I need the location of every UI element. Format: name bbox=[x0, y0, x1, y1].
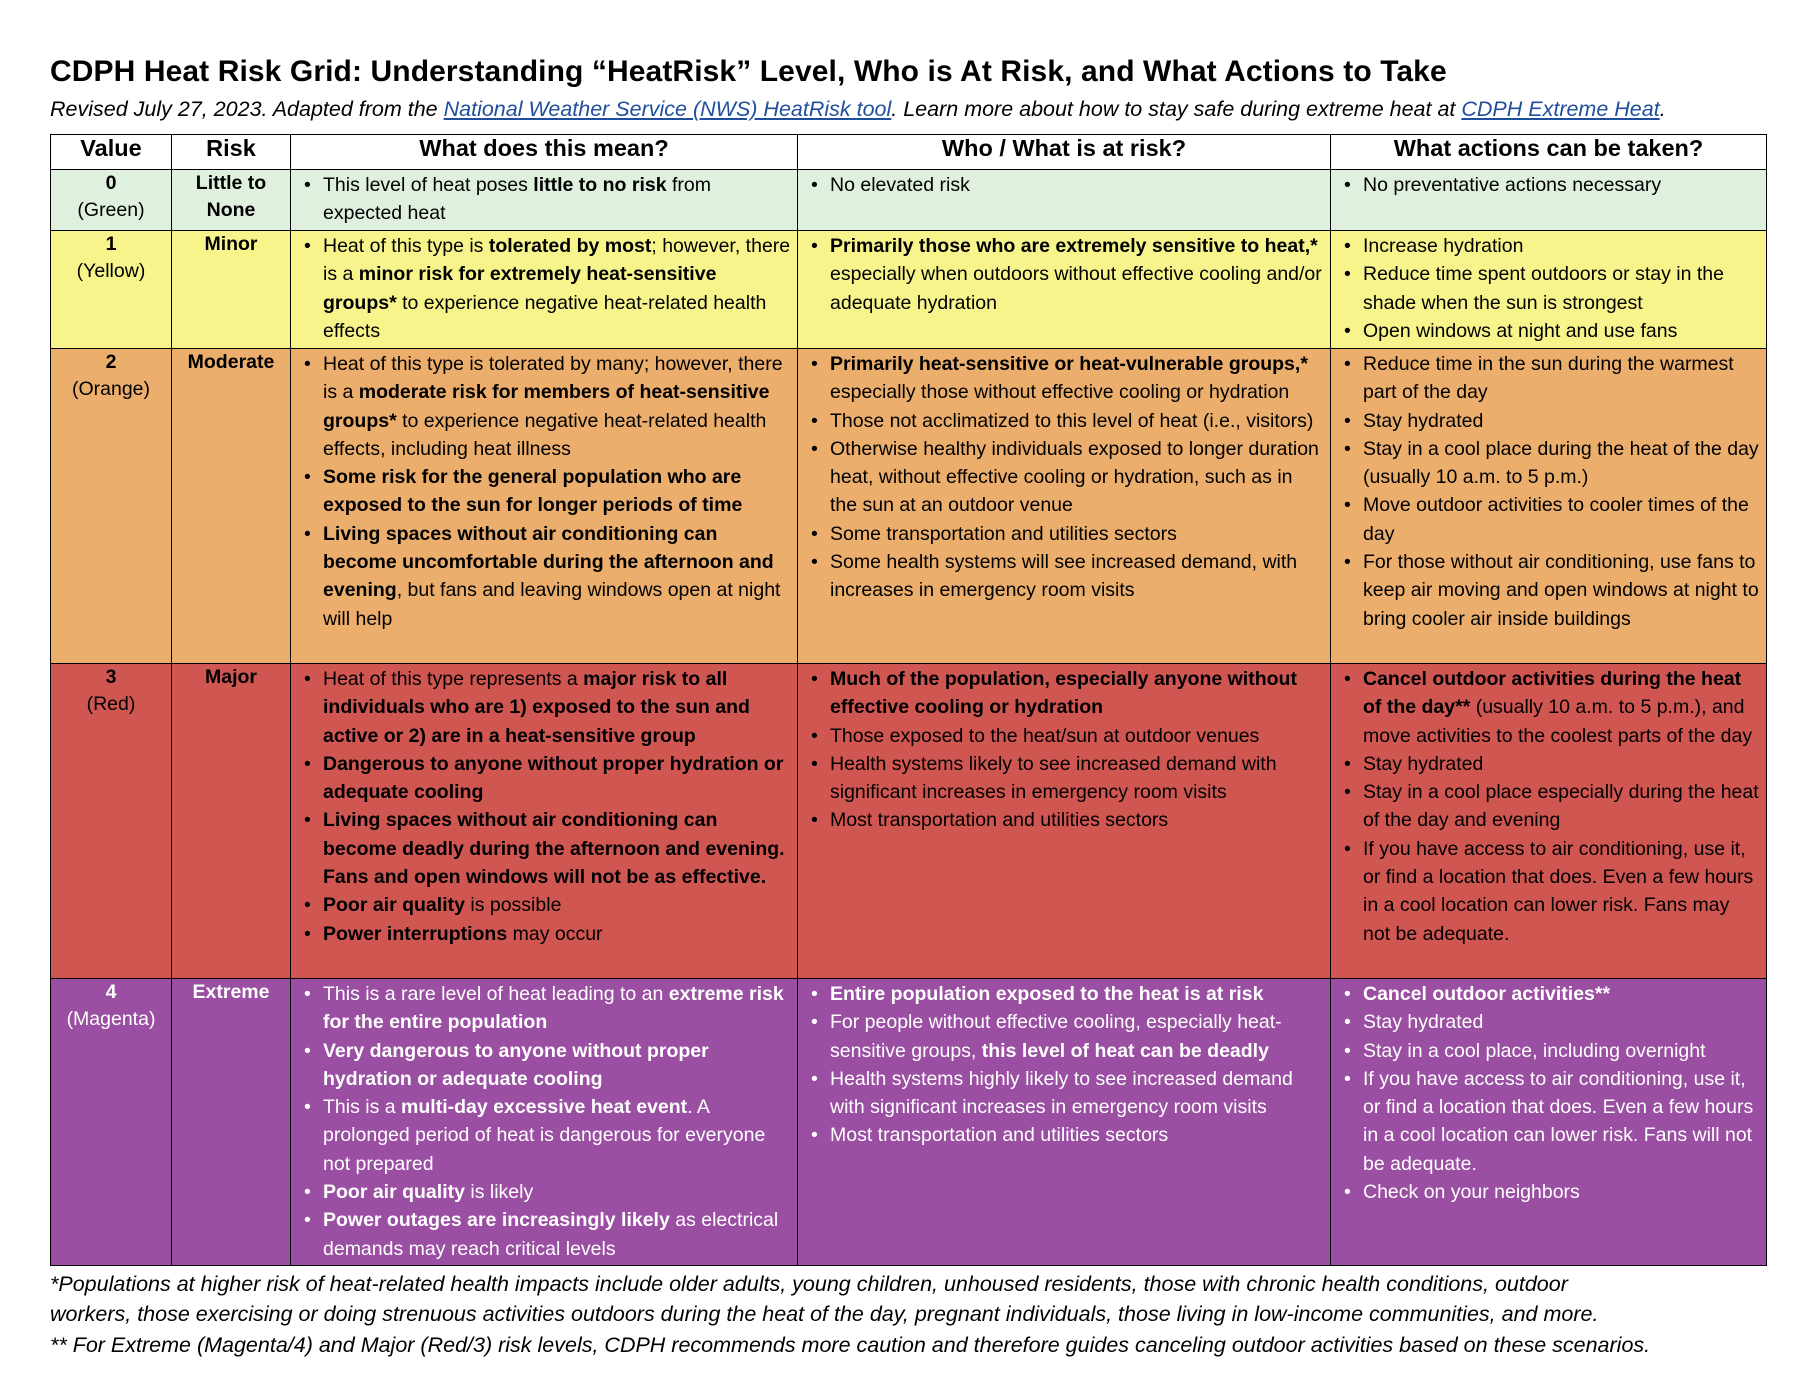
bullet-item bbox=[1341, 750, 1760, 778]
bullet-bold-text: extreme risk for the entire population bbox=[323, 983, 784, 1034]
bullet-text: No elevated risk bbox=[830, 174, 970, 196]
bullet-bold-text: multi-day excessive heat event bbox=[401, 1096, 688, 1119]
bullet-bold-text: Poor air quality bbox=[323, 1181, 465, 1204]
bullet-text: For people without effective cooling, especially heat-sensitive groups, bbox=[830, 1011, 1282, 1062]
bullet-text: Health systems likely to see increased demand with significant increases in emergency room visits bbox=[830, 752, 1277, 804]
bullet-list bbox=[301, 171, 791, 228]
bullet-item bbox=[1341, 171, 1760, 199]
bullet-item bbox=[301, 665, 791, 750]
risk-cell bbox=[172, 979, 291, 1266]
level-number: 3 bbox=[105, 666, 117, 688]
bullet-item bbox=[808, 350, 1324, 407]
meaning-cell bbox=[291, 349, 798, 664]
table-body bbox=[51, 170, 1767, 1266]
level-color-name: (Yellow) bbox=[76, 260, 146, 282]
bullet-item bbox=[1341, 1037, 1760, 1065]
bullet-item bbox=[808, 722, 1324, 750]
bullet-item bbox=[1341, 980, 1760, 1008]
bullet-text: especially those without effective cooling or hydration bbox=[830, 381, 1290, 404]
actions-cell bbox=[1331, 170, 1767, 231]
bullet-list bbox=[808, 980, 1324, 1150]
bullet-item bbox=[808, 980, 1324, 1008]
bullet-text: Increase hydration bbox=[1363, 235, 1524, 257]
bullet-bold-text: moderate risk for members of heat-sensitive groups* bbox=[323, 381, 770, 432]
actions-cell bbox=[1331, 231, 1767, 349]
nws-heatrisk-link[interactable]: National Weather Service (NWS) HeatRisk tool bbox=[443, 97, 892, 121]
bullet-item bbox=[301, 920, 791, 948]
bullet-list bbox=[1341, 232, 1760, 345]
bullet-item bbox=[301, 806, 791, 891]
bullet-item bbox=[1341, 232, 1760, 260]
bullet-bold-text: Some risk for the general population who are exposed to the sun for longer periods of time bbox=[323, 466, 743, 517]
subtitle-text-3: . bbox=[1659, 97, 1666, 121]
risk-label-line-2: None bbox=[206, 199, 256, 221]
bullet-text: Stay hydrated bbox=[1363, 752, 1484, 775]
bullet-text: If you have access to air conditioning, use it, or find a location that does. Even a few hours in a cool location can lower risk. Fans will not be adequate. bbox=[1363, 1067, 1754, 1175]
bullet-text: is possible bbox=[464, 894, 562, 917]
bullet-item bbox=[808, 435, 1324, 520]
bullet-item bbox=[301, 350, 791, 463]
bullet-list bbox=[1341, 350, 1760, 633]
bullet-item bbox=[301, 980, 791, 1037]
bullet-bold-text: Power interruptions bbox=[323, 922, 508, 945]
level-color-name: (Red) bbox=[86, 693, 136, 715]
bullet-bold-text: major risk to all individuals who are 1) exposed to the sun and active or 2) are in a heat-sensitive group bbox=[323, 668, 750, 747]
who-at-risk-cell bbox=[798, 349, 1331, 664]
bullet-list bbox=[301, 980, 791, 1263]
bullet-bold-text: Primarily heat-sensitive or heat-vulnerable groups,* bbox=[830, 353, 1308, 375]
bullet-text: This is a bbox=[323, 1096, 402, 1119]
risk-label: Little to bbox=[195, 172, 267, 194]
bullet-item bbox=[808, 1065, 1324, 1122]
subtitle bbox=[50, 94, 1766, 124]
bullet-text: Heat of this type is bbox=[323, 235, 489, 257]
bullet-item bbox=[808, 171, 1324, 199]
risk-cell bbox=[172, 231, 291, 349]
bullet-item bbox=[1341, 491, 1760, 548]
bullet-list bbox=[808, 232, 1324, 317]
bullet-list bbox=[808, 665, 1324, 835]
bullet-item bbox=[808, 520, 1324, 548]
level-color-name: (Orange) bbox=[71, 378, 151, 400]
bullet-item bbox=[301, 1093, 791, 1178]
bullet-bold-text: Primarily those who are extremely sensitive to heat,* bbox=[830, 235, 1318, 257]
bullet-bold-text: Power outages are increasingly likely bbox=[323, 1209, 670, 1232]
bullet-text: Stay in a cool place during the heat of the day (usually 10 a.m. to 5 p.m.) bbox=[1363, 437, 1759, 489]
bullet-bold-text: minor risk for extremely heat-sensitive groups* bbox=[323, 263, 717, 314]
header-value: Value bbox=[51, 135, 172, 170]
bullet-bold-text: Living spaces without air conditioning can become uncomfortable during the afternoon and evening bbox=[323, 522, 774, 602]
bullet-text: may occur bbox=[507, 922, 603, 945]
risk-label: Moderate bbox=[187, 351, 275, 373]
bullet-text: ; however, there is a bbox=[323, 235, 791, 286]
risk-label: Major bbox=[204, 666, 257, 688]
meaning-cell bbox=[291, 231, 798, 349]
value-cell bbox=[51, 170, 172, 231]
bullet-bold-text: tolerated by most bbox=[488, 235, 652, 257]
value-cell bbox=[51, 231, 172, 349]
subtitle-text-1: Revised July 27, 2023. Adapted from the bbox=[50, 97, 444, 121]
bullet-item bbox=[1341, 665, 1760, 750]
bullet-text: Stay hydrated bbox=[1363, 409, 1484, 432]
bullet-text: Stay in a cool place, including overnight bbox=[1363, 1039, 1706, 1062]
level-color-name: (Green) bbox=[77, 199, 145, 221]
bullet-item bbox=[1341, 548, 1760, 633]
bullet-item bbox=[808, 806, 1324, 834]
subtitle-text-2: . Learn more about how to stay safe during extreme heat at bbox=[891, 97, 1462, 121]
bullet-text: This level of heat poses bbox=[323, 174, 534, 196]
bullet-bold-text: little to no risk bbox=[533, 174, 667, 196]
actions-cell bbox=[1331, 349, 1767, 664]
bullet-text: , but fans and leaving windows open at night will help bbox=[323, 579, 781, 630]
bullet-text: to experience negative heat-related health effects bbox=[323, 291, 767, 342]
bullet-item bbox=[808, 232, 1324, 317]
bullet-item bbox=[808, 665, 1324, 722]
footnote-line-1: *Populations at higher risk of heat-related health impacts include older adults, young children, unhoused residents, those with chronic health conditions, outdoor bbox=[50, 1271, 1568, 1296]
bullet-item bbox=[301, 232, 791, 345]
bullet-text: Reduce time spent outdoors or stay in the shade when the sun is strongest bbox=[1363, 263, 1724, 314]
who-at-risk-cell bbox=[798, 664, 1331, 979]
level-number: 1 bbox=[105, 233, 117, 255]
bullet-item bbox=[808, 407, 1324, 435]
bullet-item bbox=[1341, 778, 1760, 835]
bullet-bold-text: Living spaces without air conditioning can become deadly during the afternoon and evening. Fans and open windows will not be as effective. bbox=[323, 809, 785, 889]
bullet-text: Some health systems will see increased demand, with increases in emergency room visits bbox=[830, 551, 1298, 602]
bullet-item bbox=[808, 548, 1324, 605]
bullet-text: Most transportation and utilities sectors bbox=[830, 1124, 1169, 1147]
bullet-item bbox=[301, 171, 791, 228]
bullet-text: Reduce time in the sun during the warmest part of the day bbox=[1363, 353, 1734, 404]
level-color-name: (Magenta) bbox=[66, 1008, 156, 1030]
bullet-item bbox=[301, 750, 791, 807]
bullet-text: No preventative actions necessary bbox=[1363, 174, 1662, 196]
level-number: 4 bbox=[105, 981, 117, 1003]
footnotes bbox=[50, 1269, 1766, 1361]
meaning-cell bbox=[291, 664, 798, 979]
bullet-bold-text: Very dangerous to anyone without proper hydration or adequate cooling bbox=[323, 1039, 709, 1090]
bullet-item bbox=[301, 463, 791, 520]
bullet-item bbox=[808, 1008, 1324, 1065]
bullet-text: Some transportation and utilities sectors bbox=[830, 522, 1177, 545]
header-who: Who / What is at risk? bbox=[798, 135, 1331, 170]
level-number: 0 bbox=[105, 172, 117, 194]
who-at-risk-cell bbox=[798, 231, 1331, 349]
bullet-text: Health systems highly likely to see increased demand with significant increases in emergency room visits bbox=[830, 1067, 1293, 1119]
level-number: 2 bbox=[105, 351, 117, 373]
who-at-risk-cell bbox=[798, 979, 1331, 1266]
bullet-text: Otherwise healthy individuals exposed to longer duration heat, without effective cooling or hydration, such as in the sun at an outdoor venue bbox=[830, 437, 1319, 517]
bullet-text: If you have access to air conditioning, use it, or find a location that does. Even a few hours in a cool location can lower risk. Fans may not be adequate. bbox=[1363, 837, 1754, 945]
bullet-list bbox=[1341, 665, 1760, 948]
bullet-bold-text: this level of heat can be deadly bbox=[981, 1039, 1269, 1062]
footnote-line-2: workers, those exercising or doing strenuous activities outdoors during the heat of the day, pregnant individuals, those living in low-income communities, and more. bbox=[50, 1302, 1599, 1327]
bullet-text: . A prolonged period of heat is dangerous for everyone not prepared bbox=[323, 1096, 766, 1175]
bullet-item bbox=[1341, 835, 1760, 948]
bullet-text: Most transportation and utilities sectors bbox=[830, 809, 1169, 832]
risk-level-row bbox=[51, 349, 1767, 664]
bullet-item bbox=[1341, 407, 1760, 435]
table-header-row bbox=[51, 135, 1767, 170]
bullet-item bbox=[808, 750, 1324, 807]
risk-cell bbox=[172, 349, 291, 664]
bullet-list bbox=[808, 171, 1324, 199]
bullet-list bbox=[301, 350, 791, 633]
value-cell bbox=[51, 979, 172, 1266]
bullet-text: Stay in a cool place especially during the heat of the day and evening bbox=[1363, 781, 1759, 832]
bullet-text: from expected heat bbox=[323, 174, 711, 225]
risk-level-row bbox=[51, 231, 1767, 349]
bullet-bold-text: Cancel outdoor activities during the heat of the day** bbox=[1363, 668, 1742, 719]
bullet-item bbox=[1341, 260, 1760, 317]
bullet-item bbox=[1341, 1065, 1760, 1178]
heat-risk-table bbox=[50, 134, 1767, 1266]
risk-label: Minor bbox=[204, 233, 258, 255]
bullet-item bbox=[1341, 435, 1760, 492]
bullet-bold-text: Poor air quality bbox=[323, 894, 465, 917]
bullet-list bbox=[1341, 171, 1760, 199]
risk-label: Extreme bbox=[192, 981, 270, 1003]
bullet-list bbox=[301, 665, 791, 948]
bullet-text: Those not acclimatized to this level of heat (i.e., visitors) bbox=[830, 409, 1314, 432]
meaning-cell bbox=[291, 979, 798, 1266]
bullet-item bbox=[301, 1037, 791, 1094]
risk-level-row bbox=[51, 664, 1767, 979]
risk-level-row bbox=[51, 170, 1767, 231]
risk-level-row bbox=[51, 979, 1767, 1266]
bullet-text: Those exposed to the heat/sun at outdoor venues bbox=[830, 724, 1260, 747]
bullet-list bbox=[1341, 980, 1760, 1206]
risk-cell bbox=[172, 664, 291, 979]
header-risk: Risk bbox=[172, 135, 291, 170]
bullet-item bbox=[301, 1206, 791, 1263]
bullet-bold-text: Much of the population, especially anyone without effective cooling or hydration bbox=[830, 668, 1297, 719]
bullet-text: Check on your neighbors bbox=[1363, 1181, 1580, 1204]
bullet-item bbox=[1341, 317, 1760, 345]
bullet-text: Heat of this type represents a bbox=[323, 668, 584, 690]
bullet-list bbox=[808, 350, 1324, 605]
bullet-text: as electrical demands may reach critical levels bbox=[323, 1209, 779, 1260]
bullet-text: (usually 10 a.m. to 5 p.m.), and move activities to the coolest parts of the day bbox=[1363, 696, 1753, 747]
bullet-text: is likely bbox=[464, 1181, 534, 1204]
bullet-item bbox=[301, 891, 791, 919]
actions-cell bbox=[1331, 664, 1767, 979]
value-cell bbox=[51, 349, 172, 664]
bullet-item bbox=[301, 520, 791, 633]
bullet-text: Heat of this type is tolerated by many; however, there is a bbox=[323, 353, 783, 404]
bullet-bold-text: Dangerous to anyone without proper hydration or adequate cooling bbox=[323, 752, 784, 804]
bullet-text: Move outdoor activities to cooler times of the day bbox=[1363, 494, 1749, 545]
bullet-item bbox=[1341, 1178, 1760, 1206]
meaning-cell bbox=[291, 170, 798, 231]
bullet-item bbox=[1341, 1008, 1760, 1036]
risk-cell bbox=[172, 170, 291, 231]
header-actions: What actions can be taken? bbox=[1331, 135, 1767, 170]
bullet-list bbox=[301, 232, 791, 345]
bullet-text: For those without air conditioning, use fans to keep air moving and open windows at night to bring cooler air inside buildings bbox=[1363, 551, 1759, 630]
who-at-risk-cell bbox=[798, 170, 1331, 231]
bullet-text: especially when outdoors without effective cooling and/or adequate hydration bbox=[830, 263, 1322, 314]
bullet-text: to experience negative heat-related health effects, including heat illness bbox=[323, 409, 767, 460]
bullet-text: Open windows at night and use fans bbox=[1363, 319, 1678, 342]
bullet-item bbox=[808, 1121, 1324, 1149]
cdph-extreme-heat-link[interactable]: CDPH Extreme Heat bbox=[1461, 97, 1660, 121]
bullet-bold-text: Entire population exposed to the heat is at risk bbox=[830, 983, 1264, 1005]
header-meaning: What does this mean? bbox=[291, 135, 798, 170]
page-title: CDPH Heat Risk Grid: Understanding “HeatRisk” Level, Who is At Risk, and What Actions to Take bbox=[50, 55, 1447, 88]
bullet-text: This is a rare level of heat leading to an bbox=[323, 983, 669, 1005]
bullet-bold-text: Cancel outdoor activities** bbox=[1363, 983, 1611, 1005]
bullet-text: Stay hydrated bbox=[1363, 1011, 1484, 1034]
actions-cell bbox=[1331, 979, 1767, 1266]
value-cell bbox=[51, 664, 172, 979]
footnote-line-3: ** For Extreme (Magenta/4) and Major (Red/3) risk levels, CDPH recommends more caution and therefore guides canceling outdoor activities based on these scenarios. bbox=[50, 1332, 1651, 1357]
bullet-item bbox=[1341, 350, 1760, 407]
bullet-item bbox=[301, 1178, 791, 1206]
